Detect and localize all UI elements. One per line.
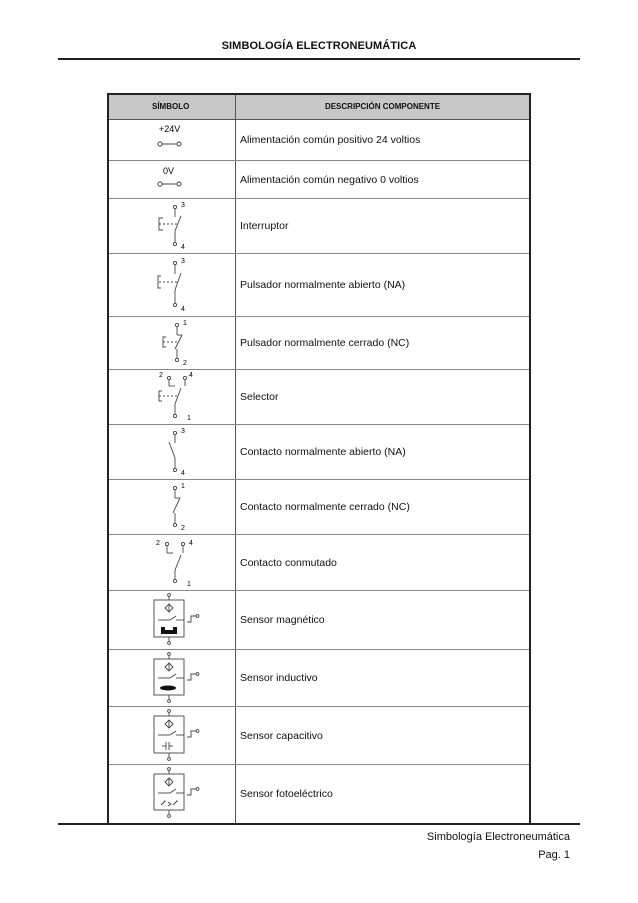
- description-cell: Sensor magnético: [240, 614, 325, 626]
- footer-divider: [58, 823, 580, 825]
- terminal-label: 1: [187, 581, 191, 588]
- description-cell: Pulsador normalmente cerrado (NC): [240, 337, 410, 349]
- terminal-label: 1: [183, 320, 187, 327]
- terminal-label: 4: [189, 372, 193, 379]
- symbol-cell: [109, 254, 236, 316]
- table-row: [109, 370, 529, 425]
- table-row: [109, 161, 529, 199]
- symbol-cell: [109, 480, 236, 534]
- sensor-capacitive-symbol-icon: [109, 707, 235, 764]
- description-cell: Selector: [240, 391, 279, 403]
- table-row: [109, 480, 529, 535]
- description-cell: Contacto normalmente abierto (NA): [240, 446, 406, 458]
- terminal-label: 2: [159, 372, 163, 379]
- symbol-cell: [109, 317, 236, 369]
- description-cell: Interruptor: [240, 220, 289, 232]
- terminal-label: 2: [156, 540, 160, 547]
- table-row: [109, 650, 529, 707]
- description-cell: Sensor capacitivo: [240, 729, 323, 742]
- table-row: [109, 199, 529, 254]
- sensor-magnetic-symbol-icon: [109, 591, 235, 649]
- description-cell: Sensor fotoeléctrico: [240, 788, 333, 800]
- description-cell: Contacto conmutado: [240, 556, 337, 569]
- table-row: [109, 765, 529, 823]
- symbol-cell: [109, 650, 236, 706]
- supply-positive-symbol-icon: [109, 120, 235, 160]
- pushbutton-nc-symbol-icon: [109, 317, 235, 369]
- page-header-title: SIMBOLOGÍA ELECTRONEUMÁTICA: [221, 40, 417, 52]
- symbol-cell: [109, 765, 236, 823]
- supply-label: 0V: [163, 166, 175, 176]
- table-header: [109, 95, 529, 120]
- symbol-cell: [109, 161, 236, 198]
- terminal-label: 2: [181, 525, 185, 532]
- sensor-inductive-symbol-icon: [109, 650, 235, 706]
- terminal-label: 2: [183, 360, 187, 367]
- symbol-cell: [109, 120, 236, 160]
- table-row: [109, 535, 529, 591]
- terminal-label: 1: [181, 483, 185, 490]
- contact-nc-symbol-icon: [109, 480, 235, 534]
- terminal-label: 3: [181, 258, 185, 265]
- supply-label: +24V: [159, 124, 181, 134]
- page-number: Pag. 1: [538, 849, 570, 861]
- switch-symbol-icon: [109, 199, 235, 253]
- terminal-label: 3: [181, 428, 185, 435]
- symbol-cell: [109, 707, 236, 764]
- symbol-cell: [109, 370, 236, 424]
- sensor-photoelectric-symbol-icon: [109, 765, 235, 822]
- symbol-cell: [109, 591, 236, 649]
- symbol-cell: [109, 535, 236, 590]
- terminal-label: 4: [189, 540, 193, 547]
- symbol-table: [107, 93, 531, 825]
- description-cell: Alimentación común positivo 24 voltios: [240, 134, 421, 146]
- description-cell: Pulsador normalmente abierto (NA): [240, 279, 406, 291]
- contact-no-symbol-icon: [109, 425, 235, 479]
- table-row: [109, 591, 529, 650]
- column-header-symbol: SÍMBOLO: [109, 95, 236, 119]
- terminal-label: 4: [181, 470, 185, 477]
- table-row: [109, 317, 529, 370]
- terminal-label: 1: [187, 415, 191, 422]
- pushbutton-no-symbol-icon: [109, 254, 235, 316]
- footer-title: Simbología Electroneumática: [426, 831, 570, 843]
- selector-symbol-icon: [109, 370, 235, 424]
- header-divider: [58, 58, 580, 60]
- table-row: [109, 707, 529, 765]
- terminal-label: 3: [181, 202, 185, 209]
- table-row: [109, 254, 529, 317]
- contact-changeover-symbol-icon: [109, 535, 235, 590]
- table-row: [109, 425, 529, 480]
- supply-negative-symbol-icon: [109, 161, 235, 198]
- symbol-cell: [109, 199, 236, 253]
- symbol-cell: [109, 425, 236, 479]
- table-row: [109, 120, 529, 161]
- description-cell: Alimentación común negativo 0 voltios: [240, 173, 419, 186]
- column-header-description: DESCRIPCIÓN COMPONENTE: [324, 102, 441, 111]
- description-cell: Sensor inductivo: [240, 672, 318, 684]
- terminal-label: 4: [181, 306, 185, 313]
- description-cell: Contacto normalmente cerrado (NC): [240, 501, 410, 513]
- terminal-label: 4: [181, 244, 185, 251]
